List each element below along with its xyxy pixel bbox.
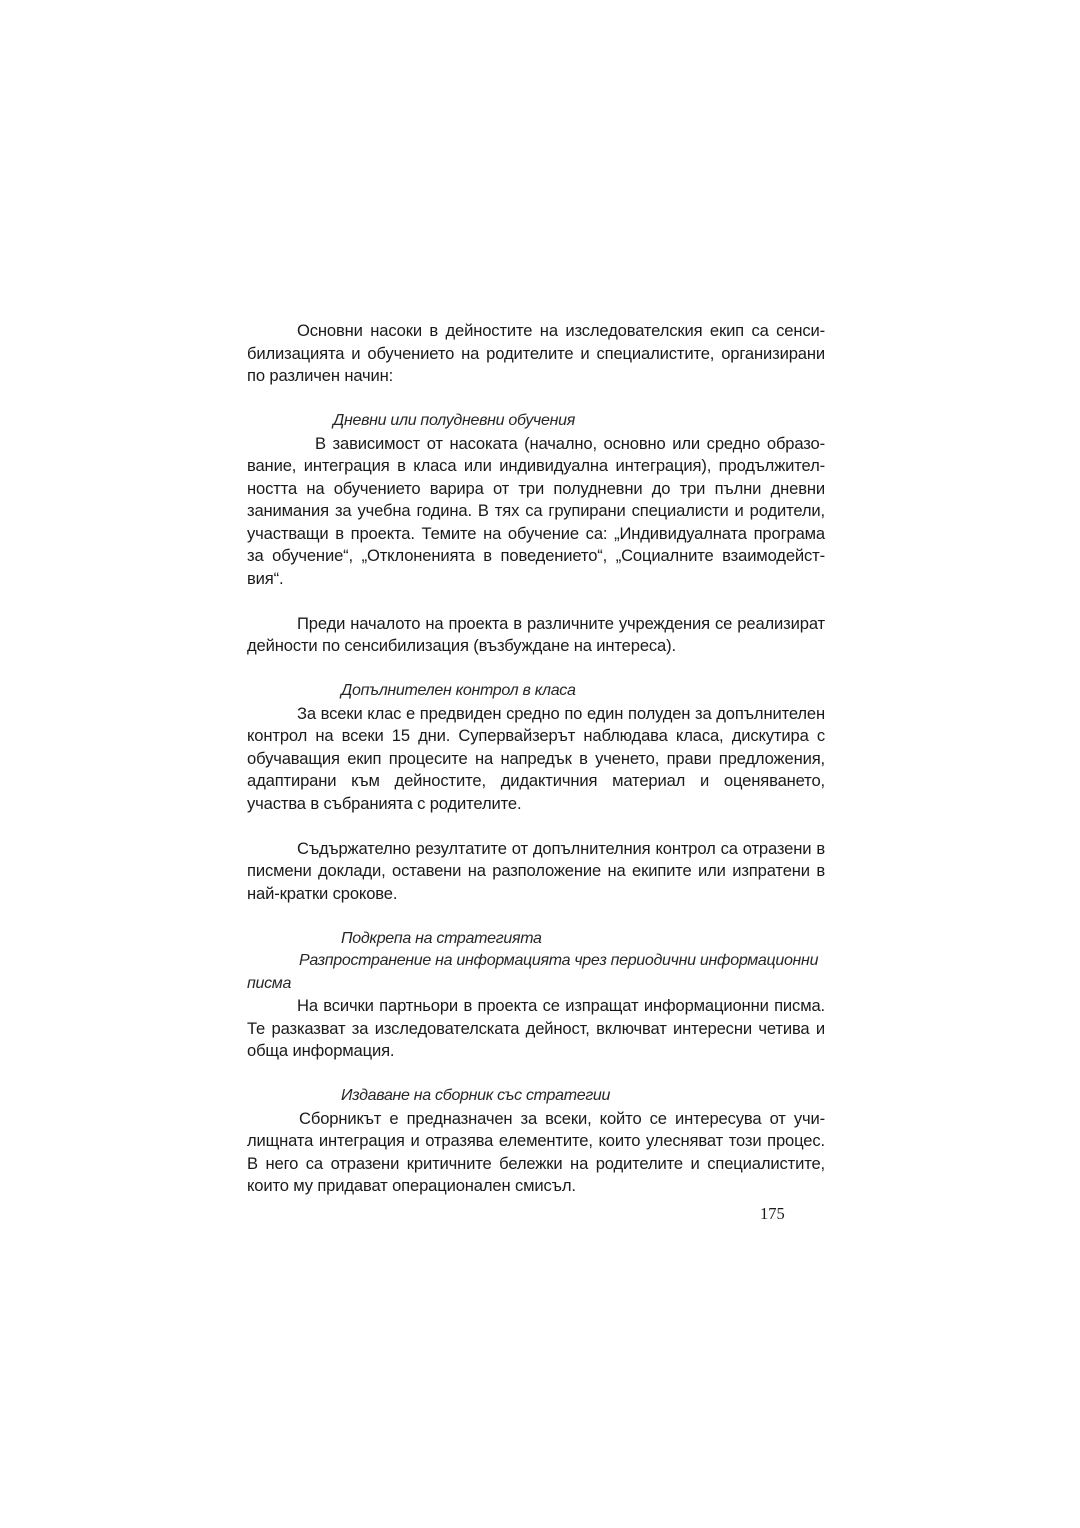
heading-strategy-support: Подкрепа на стратегията: [341, 929, 542, 947]
paragraph-intro: Основни насоки в дейностите на изследователския екип са сенси-билизацията и обучението на родителите и специалистите, организирани по различен начин:: [247, 321, 825, 385]
heading-newsletters: Разпространение на информацията чрез периодични информационни писма: [247, 952, 819, 992]
paragraph-reports: Съдържателно резултатите от допълнителния контрол са отразени в писмени доклади, оставени на разположение на екипите или изпратени в най-кратки срокове.: [247, 838, 825, 903]
paragraph-collection: Сборникът е предназначен за всеки, който се интересува от учи-лищната интеграция и отразява елементите, които улесняват този процес. В него са отразени критичните бележки на родителите и специалистите, които му придават операционален смисъл.: [247, 1108, 825, 1195]
paragraph-sensitization: Преди началото на проекта в различните учреждения се реализират дейности по сенсибилизация (възбуждане на интереса).: [247, 613, 825, 655]
paragraph-trainings: В зависимост от насоката (начално, основно или средно образо-вание, интеграция в класа или индивидуална интеграция), продължител-ността на обучението варира от три полудневни до три пълни дневни занимания за учебна година. В тях са групирани специалисти и родители, участващи в проекта. Темите на обучение са: „Индивидуалната програма за обучение“, „Отклоненията в поведението“, „Социалните взаимодейст-вия“.: [247, 433, 825, 588]
paragraph-control: За всеки клас е предвиден средно по един полуден за допълнителен контрол на всеки 15 дни. Супервайзерът наблюдава класа, дискутира с обучаващия екип процесите на напредък в ученето, прави предложения, адаптирани към дейностите, дидактичния материал и оценяването, участва в събранията с родителите.: [247, 703, 825, 813]
heading-strategy-collection: Издаване на сборник със стратегии: [341, 1087, 611, 1104]
heading-additional-control: Допълнителен контрол в класа: [341, 682, 576, 699]
page-number: 175: [760, 1204, 785, 1223]
heading-daily-trainings: Дневни или полудневни обучения: [333, 412, 575, 429]
body-text: [247, 320, 825, 1198]
paragraph-newsletters: На всички партньори в проекта се изпращат информационни писма. Те разказват за изследователската дейност, включват интересни четива и обща информация.: [247, 996, 825, 1060]
